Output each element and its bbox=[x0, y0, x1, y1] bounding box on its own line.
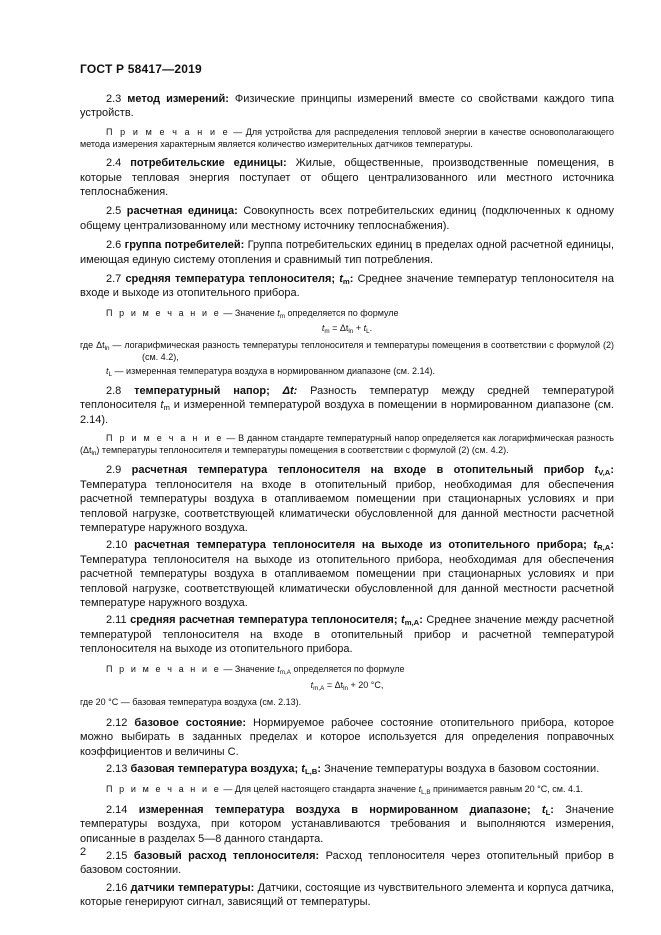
document-body bbox=[80, 92, 614, 910]
clause-2-6: 2.6 группа потребителей: Группа потребительских единиц в пределах одной расчетной единицы, имеющая единую систему отопления и сравнимый тип потребления. bbox=[80, 239, 615, 266]
legend-delta-t-ln: где $\Delta t_{ln}$ — логарифмическая разность температуры теплоносителя и температуры помещения в соответствии с формулой (2) (см. 4.2), bbox=[80, 340, 614, 363]
clause-2-3: 2.3 метод измерений: Физические принципы измерений вместе со свойствами каждого типа устройств. bbox=[80, 93, 615, 120]
formula-2-11: $t_{m,A} = \Delta t_{ln} + 20$ °C, bbox=[310, 679, 384, 692]
clause-2-12: 2.12 базовое состояние: Нормируемое рабочее состояние отопительного прибора, которое можно выбирать в заданных пределах и которое используется для определения поправочных коэффициентов и величины C. bbox=[80, 717, 615, 758]
clause-2-14: 2.14 измеренная температура воздуха в нормированном диапазоне; $t_L$: Значение температуры воздуха, при котором устанавливаются требования и выполняются измерения, описанные в разделах 5—8 данного стандарта. bbox=[80, 803, 615, 845]
page-number: 2 bbox=[80, 846, 87, 858]
legend-t-l: $t_L$ — измеренная температура воздуха в нормированном диапазоне (см. 2.14). bbox=[106, 366, 436, 379]
standard-header: ГОСТ Р 58417—2019 bbox=[80, 62, 202, 76]
note-2-8: П р и м е ч а н и е — В данном стандарте температурный напор определяется как логарифмическая разность $(\Delta t_{ln})$ температуры теплоносителя и температуры помещения в соответствии с формулой (2) (см. 4.2). bbox=[80, 432, 614, 458]
clause-2-5: 2.5 расчетная единица: Совокупность всех потребительских единиц (подключенных к одному общему централизованному или местному источнику теплоснабжения). bbox=[80, 205, 614, 232]
clause-2-15: 2.15 базовый расход теплоносителя: Расход теплоносителя через отопительный прибор в базовом состоянии. bbox=[80, 850, 614, 877]
clause-2-7: 2.7 средняя температура теплоносителя; $t_m$: Среднее значение температур теплоносителя на входе и выходе из отопительного прибора. bbox=[80, 273, 614, 300]
clause-2-13: 2.13 базовая температура воздуха; $t_{L,B}$: Значение температуры воздуха в базовом состоянии. bbox=[106, 763, 600, 777]
legend-base-temperature: где 20 °C — базовая температура воздуха (см. 2.13). bbox=[80, 696, 302, 707]
note-2-3: П р и м е ч а н и е — Для устройства для распределения тепловой энергии в качестве основополагающего метода измерения характерным является количество измерительных датчиков температуры. bbox=[80, 126, 614, 150]
note-2-11: П р и м е ч а н и е — Значение $t_{m,A}$ определяется по формуле bbox=[106, 663, 405, 676]
clause-2-10: 2.10 расчетная температура теплоносителя на выходе из отопительного прибора; $t_{R,A}$: Температура теплоносителя на выходе из отопительного прибора, необходимая для обеспечения расчетной температуры воздуха в отапливаемом помещении при стационарных условиях и при тепловой нагрузке, соответствующей климатически обусловленной для данной местности расчетной температуре наружного воздуха. bbox=[80, 539, 614, 609]
note-2-13: П р и м е ч а н и е — Для целей настоящего стандарта значение $t_{L,B}$ принимается равным 20 °C, см. 4.1. bbox=[106, 783, 583, 796]
clause-2-8: 2.8 температурный напор; Δt: Разность температур между средней температурой теплоносителя $t_m$ и измеренной температурой воздуха в помещении в нормированном диапазоне (см. 2.14). bbox=[80, 384, 614, 426]
clause-2-4: 2.4 потребительские единицы: Жилые, общественные, производственные помещения, в которые тепловая энергия поступает от общего централизованного или местного источника теплоснабжения. bbox=[80, 157, 614, 199]
clause-2-9: 2.9 расчетная температура теплоносителя на входе в отопительный прибор $t_{V,A}$: Температура теплоносителя на входе в отопительный прибор, необходимая для обеспечения расчетной температуры воздуха в отапливаемом помещении при стационарных условиях и при тепловой нагрузке, соответствующей климатически обусловленной для данной местности расчетной температуре наружного воздуха. bbox=[80, 464, 614, 534]
clause-2-16: 2.16 датчики температуры: Датчики, состоящие из чувствительного элемента и корпуса датчика, которые генерируют сигнал, зависящий от температуры. bbox=[80, 881, 615, 909]
clause-2-11: 2.11 средняя расчетная температура теплоносителя; $t_{m,A}$: Среднее значение между расчетной температурой теплоносителя на входе в отопительный прибор и расчетной температурой теплоносителя на выходе из отопительного прибора. bbox=[80, 614, 615, 656]
note-2-7: П р и м е ч а н и е — Значение $t_m$ определяется по формуле bbox=[106, 307, 399, 320]
formula-2-7: $t_m = \Delta t_{ln} + t_L$. bbox=[321, 323, 373, 336]
